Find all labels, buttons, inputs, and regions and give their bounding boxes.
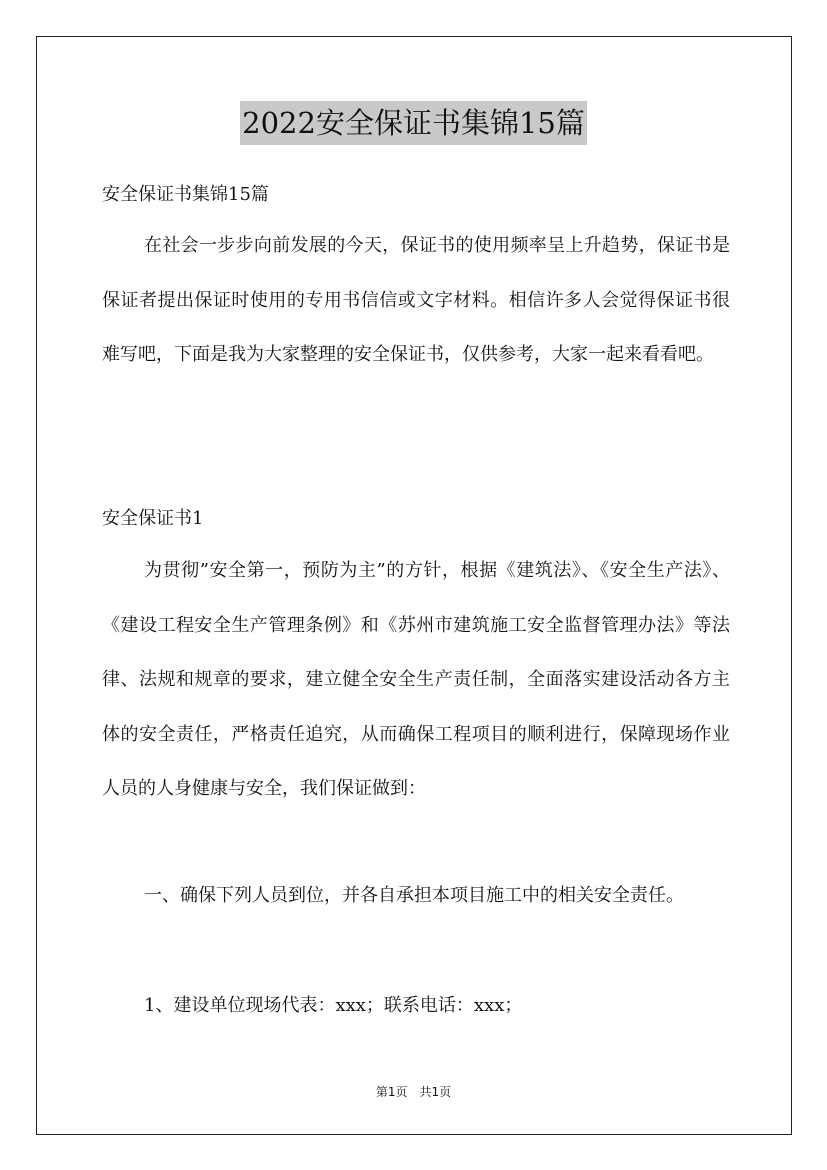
- intro-paragraph: 在社会一步步向前发展的今天，保证书的使用频率呈上升趋势，保证书是保证者提出保证时使用的专用书信信或文字材料。相信许多人会觉得保证书很难写吧，下面是我为大家整理的安全保证书，仅供参考，大家一起来看看吧。: [102, 235, 730, 365]
- list-item-contact: 1、建设单位现场代表：xxx；联系电话：xxx；: [144, 995, 523, 1016]
- document-subtitle: 安全保证书集锦15篇: [102, 184, 269, 205]
- document-title: [0, 100, 827, 145]
- page-number-footer: 第1页 共1页: [375, 1085, 452, 1099]
- document-title-text: 2022安全保证书集锦15篇: [240, 101, 587, 145]
- list-item-personnel: 一、确保下列人员到位，并各自承担本项目施工中的相关安全责任。: [144, 885, 684, 906]
- section-paragraph: 为贯彻”安全第一，预防为主”的方针，根据《建筑法》、《安全生产法》、《建设工程安全生产管理条例》和《苏州市建筑施工安全监督管理办法》等法律、法规和规章的要求，建立健全安全生产责任制，全面落实建设活动各方主体的安全责任，严格责任追究，从而确保工程项目的顺利进行，保障现场作业人员的人身健康与安全，我们保证做到：: [102, 560, 730, 799]
- section-heading: 安全保证书1: [102, 508, 204, 529]
